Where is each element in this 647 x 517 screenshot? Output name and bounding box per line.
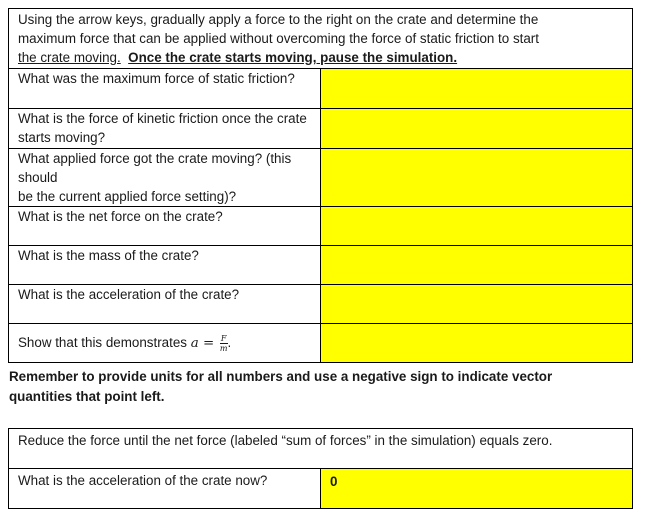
table-row — [9, 69, 633, 109]
formula-lhs: a = — [190, 336, 215, 351]
instruction-cell: Reduce the force until the net force (labeled “sum of forces” in the simulation) equals zero. — [9, 429, 633, 469]
table-row — [9, 324, 633, 363]
units-reminder: Remember to provide units for all numbers and use a negative sign to indicate vector quantities that point left. — [9, 369, 553, 404]
question-cell — [9, 285, 321, 324]
instructions-line1: Using the arrow keys, gradually apply a force to the right on the crate and determine the — [18, 12, 539, 27]
table-row — [9, 149, 633, 207]
table-row — [9, 285, 633, 324]
formula-fraction: $\frac{F}{m}$ — [219, 333, 228, 353]
table-row — [9, 109, 633, 149]
worksheet-table — [8, 8, 633, 363]
instructions-line2: maximum force that can be applied without overcoming the force of static friction to start — [18, 31, 539, 46]
answer-field[interactable] — [321, 285, 633, 324]
answer-field[interactable] — [321, 324, 633, 363]
table-row — [9, 207, 633, 246]
instructions-line3: the crate moving. — [18, 50, 121, 65]
question-text: What is the force of kinetic friction once the crate — [18, 111, 307, 126]
answer-field[interactable] — [321, 109, 633, 149]
acceleration-answer-field[interactable]: 0 — [321, 469, 633, 509]
question-cell — [9, 207, 321, 246]
question-text: What is the acceleration of the crate now? — [9, 469, 321, 509]
answer-field[interactable] — [321, 207, 633, 246]
question-text: What applied force got the crate moving? (this should — [18, 151, 292, 185]
question-text: Show that this demonstrates — [18, 335, 187, 350]
question-cell — [9, 246, 321, 285]
question-cell: What applied force got the crate moving? (this should be the current applied force setting)? — [9, 149, 321, 207]
instructions-cell — [9, 9, 633, 69]
zero-net-force-table — [8, 428, 633, 509]
question-cell — [9, 69, 321, 109]
table-row — [9, 469, 633, 509]
question-cell: Show that this demonstrates a = $\frac{F}{m}$ . — [9, 324, 321, 363]
answer-field[interactable] — [321, 149, 633, 207]
question-text: What is the mass of the crate? — [18, 248, 199, 263]
question-cell: What is the force of kinetic friction once the crate starts moving? — [9, 109, 321, 149]
question-text: What is the net force on the crate? — [18, 209, 223, 224]
instructions-pause-note: Once the crate starts moving, pause the simulation. — [128, 50, 458, 65]
table-row — [9, 246, 633, 285]
question-text: What is the acceleration of the crate? — [18, 287, 240, 302]
question-text: What was the maximum force of static friction? — [18, 71, 295, 86]
answer-field[interactable] — [321, 69, 633, 109]
answer-field[interactable] — [321, 246, 633, 285]
